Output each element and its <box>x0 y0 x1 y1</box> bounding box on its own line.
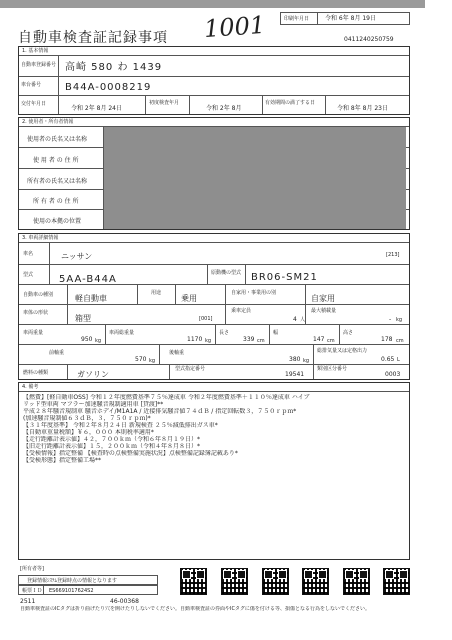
first-reg-label: 交付年月日 <box>19 96 59 114</box>
doc-code: 0411240250759 <box>344 36 394 43</box>
reg-number: 高崎 580 わ 1439 <box>65 62 163 73</box>
gross-unit: kg <box>205 338 212 344</box>
print-date: 令和 6年 8月 19日 <box>325 15 376 22</box>
width-value: 147 <box>313 336 325 343</box>
weight-value: 950 <box>81 336 93 343</box>
qr-code-icon <box>302 568 329 595</box>
top-scan-strip <box>0 0 425 8</box>
redacted-owner-info <box>104 127 406 229</box>
section2-heading: 2. 使用者・所有者情報 <box>22 119 74 125</box>
model-value: 5AA-B44A <box>59 274 117 285</box>
remark-line: 平成２８年騒音規制車 騒音ホデイ/M1A1A / 近接排気騒音値７４ｄＢ / 指定回転数３，７５０ｒｐｍ* <box>23 408 297 415</box>
rear-axle-value: 380 <box>289 356 301 363</box>
gross-label: 車両総重量 <box>109 330 135 336</box>
width-label: 幅 <box>273 330 279 336</box>
remark-line: (加速騒音規制値６３ｄＢ，３，７５０ｒｐｍ)* <box>23 415 151 422</box>
qr-code-icon <box>180 568 207 595</box>
print-date-box <box>280 12 410 25</box>
type-designation-value: 19541 <box>285 371 305 378</box>
displacement-label: 総排気量又は定格出力 <box>317 348 368 354</box>
section3-heading: 3. 車両詳細情報 <box>22 235 59 241</box>
rear-axle-label: 後軸重 <box>169 350 185 356</box>
weight-unit: kg <box>95 338 102 344</box>
qr-code-icon <box>343 568 370 595</box>
remark-line: 【旧走行距離計表示値】１５，２００ｋｍ（令和４年８月８日）* <box>23 443 201 450</box>
length-value: 339 <box>243 336 255 343</box>
purpose-label: 自家用・事業用の別 <box>231 290 277 296</box>
capacity-value: 4 <box>293 316 297 323</box>
section1-heading: 1. 基本情報 <box>22 48 49 54</box>
use-label: 用途 <box>151 290 162 296</box>
base-location-label: 使用の本拠の位置 <box>33 218 82 225</box>
capacity-unit: 人 <box>300 317 306 323</box>
length-unit: cm <box>257 338 265 344</box>
maker-label: 車名 <box>23 251 34 257</box>
remark-line: 【３１年度基準】 令和２年８月２４日 新規検査 ２５％減低排出ガス車* <box>23 422 218 429</box>
length-label: 長さ <box>219 330 230 336</box>
serial-value: ES6691017624S2 <box>49 588 94 594</box>
displacement-unit: L <box>397 357 400 363</box>
height-unit: cm <box>396 338 404 344</box>
rear-axle-unit: kg <box>303 358 310 364</box>
qr-code-icon <box>262 568 289 595</box>
qr-code-icon <box>383 568 410 595</box>
maxload-value: - <box>389 316 392 323</box>
body-label: 車体の形状 <box>23 310 49 316</box>
type-designation-label: 型式指定番号 <box>175 366 206 372</box>
front-axle-label: 前軸重 <box>49 350 65 356</box>
remark-line: 【走行距離計表示値】４２，７００ｋｍ（令和６年８月１９日）* <box>23 436 201 443</box>
system-note: 登録情報ｼｽﾃﾑ登録時点の情報となります <box>27 578 118 584</box>
owner-address-label: 所 有 者 の 住 所 <box>33 198 79 205</box>
displacement-value: 0.65 <box>381 356 395 363</box>
category-value: 0003 <box>385 371 401 378</box>
remark-line: 【受検形態】指定整備工場** <box>23 457 102 464</box>
model-label: 型式 <box>23 272 34 278</box>
fuel-value: ガソリン <box>77 370 109 379</box>
remark-line: 【受検情報】指定整備 【検査時の点検整備実施状況】点検整備記録簿記載あり* <box>23 450 238 457</box>
maxload-unit: kg <box>396 317 403 323</box>
expiry-label: 有効期間の満了する日 <box>265 100 316 106</box>
remark-line: 【自動車重量税額】￥６，０００ 本則税率適用* <box>23 429 154 436</box>
owner-name-label: 所有者の氏名又は名称 <box>27 178 88 185</box>
basic-info-section <box>18 46 410 115</box>
maker-code: [213] <box>386 252 400 258</box>
weight-label: 車両重量 <box>23 330 44 336</box>
remark-line: リッド型車両 マフラー加速騒音規制適用車 [貸渡]** <box>23 401 164 408</box>
footer-code-mid: 46-00368 <box>110 598 139 605</box>
user-address-label: 使 用 者 の 住 所 <box>33 157 79 164</box>
use-value: 乗用 <box>181 294 197 303</box>
chassis-label: 車台番号 <box>19 77 59 95</box>
serial-box <box>18 585 158 595</box>
first-reg-value: 令和 2年 8月 24日 <box>71 105 122 112</box>
qr-code-icon <box>221 568 248 595</box>
reg-label: 自動車登録番号 <box>19 56 59 76</box>
body-value: 箱型 <box>75 314 91 323</box>
vehicle-section <box>18 233 410 380</box>
purpose-value: 自家用 <box>311 294 335 303</box>
body-code: [001] <box>199 316 213 322</box>
remark-line: 【燃費】[軽自動車OSS] 令和１２年度燃費基準７５％達成車 令和２年度燃費基準＋１１０％達成車 ハイブ <box>23 394 310 401</box>
remarks-list <box>23 394 407 464</box>
section4-heading: 4. 備考 <box>22 384 39 390</box>
category-label: 類別区分番号 <box>317 366 348 372</box>
height-label: 高さ <box>343 330 354 336</box>
serial-label: 帳票ＩＤ <box>22 588 43 594</box>
engine-value: BR06-SM21 <box>251 272 318 283</box>
document-title: 自動車検査証記録事項 <box>18 30 168 46</box>
print-date-label: 印刷年月日 <box>284 16 310 22</box>
maxload-label: 最大積載量 <box>311 308 337 314</box>
capacity-label: 乗車定員 <box>231 308 252 314</box>
footer-code-left: 2511 <box>20 598 36 605</box>
chassis-number: B44A-0008219 <box>65 82 152 93</box>
init-value: 令和 2年 8月 <box>206 105 242 112</box>
maker-value: ニッサン <box>61 252 93 261</box>
width-unit: cm <box>327 338 335 344</box>
gross-value: 1170 <box>187 336 203 343</box>
footer-notice: 自動車検査証のICタグは折り曲げたり穴を開けたりしないでください。自動車検査証の券面やICタグに傷を付ける等、損傷となる行為をしないでください。 <box>20 606 370 612</box>
height-value: 178 <box>381 336 393 343</box>
system-note-box <box>18 575 158 585</box>
front-axle-unit: kg <box>149 358 156 364</box>
handwritten-number: 1001 <box>203 10 266 44</box>
user-name-label: 使用者の氏名又は名称 <box>27 136 88 143</box>
type-value: 軽自動車 <box>75 294 107 303</box>
front-axle-value: 570 <box>135 356 147 363</box>
engine-label: 原動機の型式 <box>211 270 242 276</box>
remarks-section <box>18 382 410 560</box>
fuel-label: 燃料の種類 <box>23 370 49 376</box>
expiry-value: 令和 8年 8月 23日 <box>337 105 388 112</box>
type-label: 自動車の種別 <box>23 292 54 298</box>
init-label: 初度検査年月 <box>149 100 180 106</box>
owner-note-label: [所有者等] <box>20 566 44 572</box>
